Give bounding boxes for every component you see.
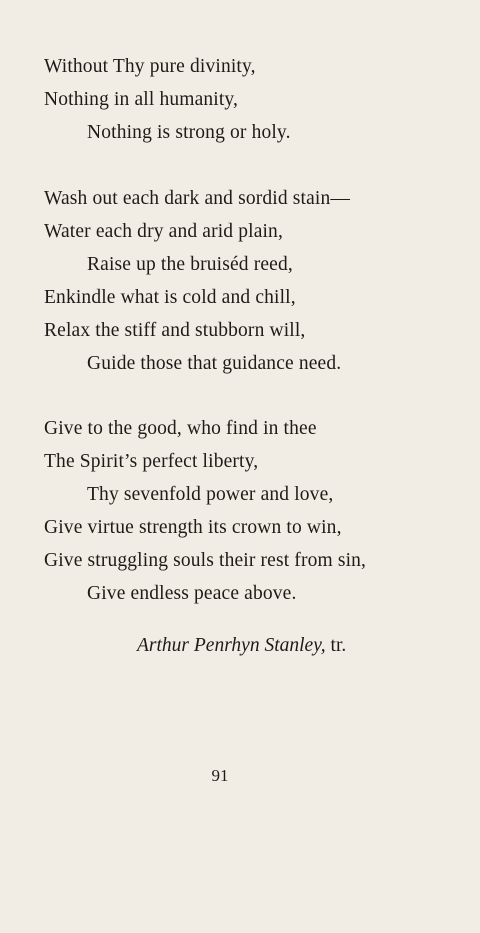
poem-line: Thy sevenfold power and love,: [87, 484, 334, 505]
attribution-suffix: tr.: [325, 635, 347, 656]
poem-line: Guide those that guidance need.: [87, 353, 342, 374]
poem-line: Nothing in all humanity,: [44, 89, 239, 110]
attribution-name: Arthur Penrhyn Stanley,: [137, 635, 326, 656]
poem-line: The Spirit’s perfect liberty,: [44, 451, 259, 472]
stanza-2: [44, 182, 464, 380]
poem-line: Wash out each dark and sordid stain—: [44, 188, 351, 209]
poem-line: Relax the stiff and stubborn will,: [44, 320, 306, 341]
poem-line: Give struggling souls their rest from sin,: [44, 550, 367, 571]
stanza-1: [44, 50, 464, 149]
poem-line: Give endless peace above.: [87, 583, 297, 604]
poem-line: Give virtue strength its crown to win,: [44, 517, 342, 538]
poem-line: Give to the good, who find in thee: [44, 418, 317, 439]
poem-line: Nothing is strong or holy.: [87, 122, 291, 143]
poem-line: Without Thy pure divinity,: [44, 56, 256, 77]
page-number: 91: [211, 766, 229, 785]
stanza-3: [44, 412, 464, 610]
poem-line: Enkindle what is cold and chill,: [44, 287, 296, 308]
attribution: [137, 629, 346, 662]
poem-line: Water each dry and arid plain,: [44, 221, 283, 242]
poem-line: Raise up the bruiséd reed,: [87, 254, 293, 275]
